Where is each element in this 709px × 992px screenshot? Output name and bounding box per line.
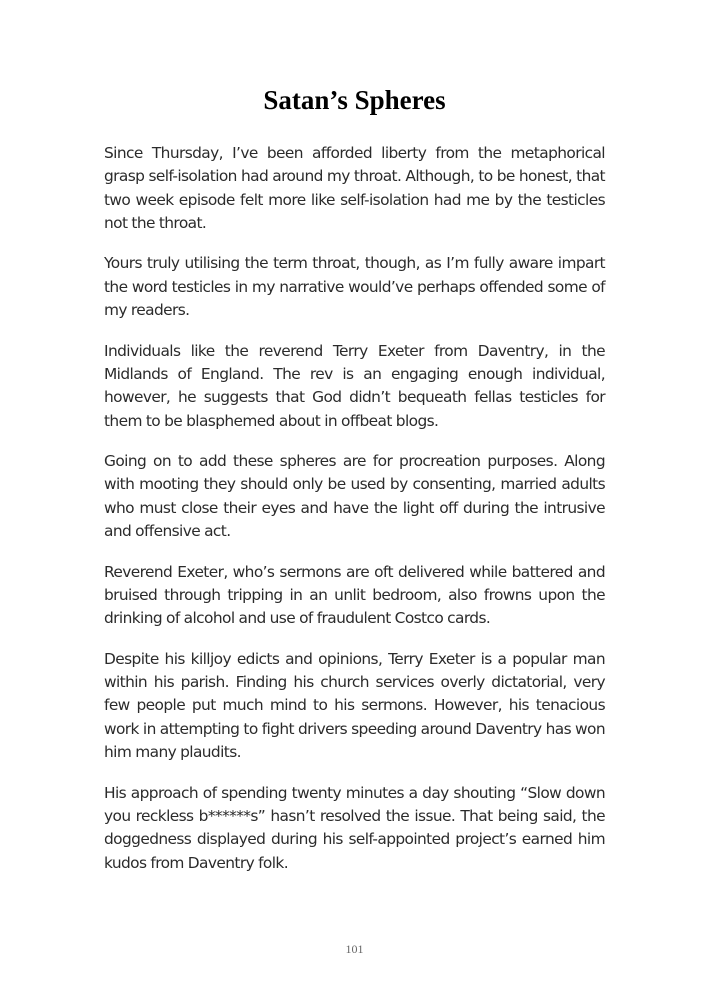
paragraph-2: Yours truly utilising the term throat, though, as I’m fully aware impart the word testicles in my narrative would’ve perhaps offended some of my readers. [104, 254, 605, 320]
body-text [104, 142, 605, 892]
paragraph-5: Reverend Exeter, who’s sermons are oft delivered while battered and bruised through tripping in an unlit bedroom, also frowns upon the drinking of alcohol and use of fraudulent Costco cards. [104, 562, 605, 628]
paragraph-1: Since Thursday, I’ve been afforded liberty from the metaphorical grasp self-isolation had around my throat. Although, to be honest, that two week episode felt more like self-isolation had me by the testicles not the throat. [104, 144, 605, 232]
page-number: 101 [345, 942, 364, 956]
paragraph-6: Despite his killjoy edicts and opinions, Terry Exeter is a popular man within his parish. Finding his church services overly dictatorial, very few people put much mind to his sermons. However, his tenacious work in attempting to fight drivers speeding around Daventry has won him many plaudits. [104, 649, 605, 762]
paragraph-3: Individuals like the reverend Terry Exeter from Daventry, in the Midlands of England. The rev is an engaging enough individual, however, he suggests that God didn’t bequeath fellas testicles for them to be blasphemed about in offbeat blogs. [104, 341, 605, 430]
page-title: Satan’s Spheres [263, 85, 446, 115]
paragraph-4: Going on to add these spheres are for procreation purposes. Along with mooting they should only be used by consenting, married adults who must close their eyes and have the light off during the intrusive and offensive act. [104, 452, 605, 541]
paragraph-7: His approach of spending twenty minutes a day shouting “Slow down you reckless b******s” hasn’t resolved the issue. That being said, the doggedness displayed during his self-appointed project’s earned him kudos from Daventry folk. [104, 783, 605, 872]
